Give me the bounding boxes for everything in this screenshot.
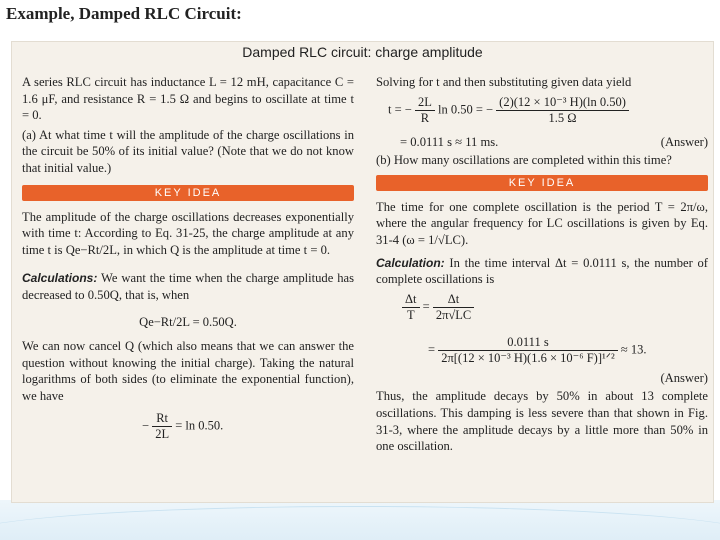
calculation-paragraph-2 [376, 255, 708, 288]
answer-a: (Answer) [660, 134, 708, 149]
sample-problem-panel [11, 41, 714, 503]
question-a: (a) At what time t will the amplitude of the charge oscillations in the circuit be 50% of its initial value? (Note that we do not know that initial value.) [22, 127, 354, 175]
key-idea-bar-2: KEY IDEA [376, 175, 708, 191]
eq3-result: = 0.0111 s ≈ 11 ms. [400, 134, 499, 149]
calculations-text: We want the time when the charge amplitude has decreased to 0.50Q, that is, when [22, 271, 354, 302]
equation-2: − $\frac{Rt}{2L}$ = ln 0.50. [142, 410, 224, 441]
background-band [0, 500, 720, 540]
cancel-paragraph: We can now cancel Q (which also means that we can answer the question without knowing the initial charge). Taking the natural logarithms of both sides (to eliminate the exponential function), we have [22, 339, 354, 403]
panel-title: Damped RLC circuit: charge amplitude [242, 44, 483, 60]
equation-5: = $\frac{0.0111 s}{\text{2π[(12 × 10⁻³ H)(1.6 × 10⁻⁶ F)]¹ᐟ²}}$ ≈ 13. [428, 334, 647, 365]
key-idea-text: The amplitude of the charge oscillations decreases exponentially with time t: According to Eq. 31-25, the charge amplitude at any time t is Qe−Rt/2L, in which Q is the amplitude at time t = 0. [22, 209, 354, 257]
eq2-numerator: Rt [152, 411, 172, 427]
equation-1: Qe−Rt/2L = 0.50Q. [139, 314, 237, 329]
calculation-text: In the time interval Δt = 0.0111 s, the number of complete oscillations is [376, 255, 708, 287]
calculation-paragraph [22, 270, 354, 303]
left-column [22, 74, 354, 442]
solving-text: Solving for t and then substituting given data yield [376, 75, 632, 89]
equation-3-result-line [400, 134, 708, 151]
eq2-rhs: = ln 0.50. [175, 417, 224, 432]
equation-3: t = − $\frac{2L}{R}$ ln 0.50 = − $\frac{\text{(2)(12 × 10⁻³ H)(ln 0.50)}}{1.5 \Omega}$ [388, 95, 708, 126]
question-b: (b) How many oscillations are completed within this time? [376, 153, 672, 168]
answer-b: (Answer) [660, 370, 708, 385]
right-column [376, 74, 708, 458]
key-idea-text-2: The time for one complete oscillation is the period T = 2π/ω, where the angular frequency for LC oscillations is given by Eq. 31-4 (ω = 1/√LC). [376, 199, 708, 247]
equation-4: $\frac{\Delta t}{T}$ = $\frac{\Delta t}{2\pi√LC}$ [402, 292, 708, 323]
conclusion-text: Thus, the amplitude decays by 50% in about 13 complete oscillations. This damping is less severe than that shown in Fig. 31-3, where the amplitude decays by a little more than 50% in one oscillation. [376, 389, 708, 454]
calculation-label: Calculation: [376, 255, 445, 270]
calculations-label: Calculations: [22, 271, 98, 286]
problem-intro: A series RLC circuit has inductance L = 12 mH, capacitance C = 1.6 μF, and resistance R = 1.5 Ω and begins to oscillate at time t = 0. [22, 75, 354, 123]
key-idea-bar: KEY IDEA [22, 185, 354, 201]
eq2-denominator: 2L [155, 426, 170, 441]
slide-title: Example, Damped RLC Circuit: [6, 4, 242, 23]
